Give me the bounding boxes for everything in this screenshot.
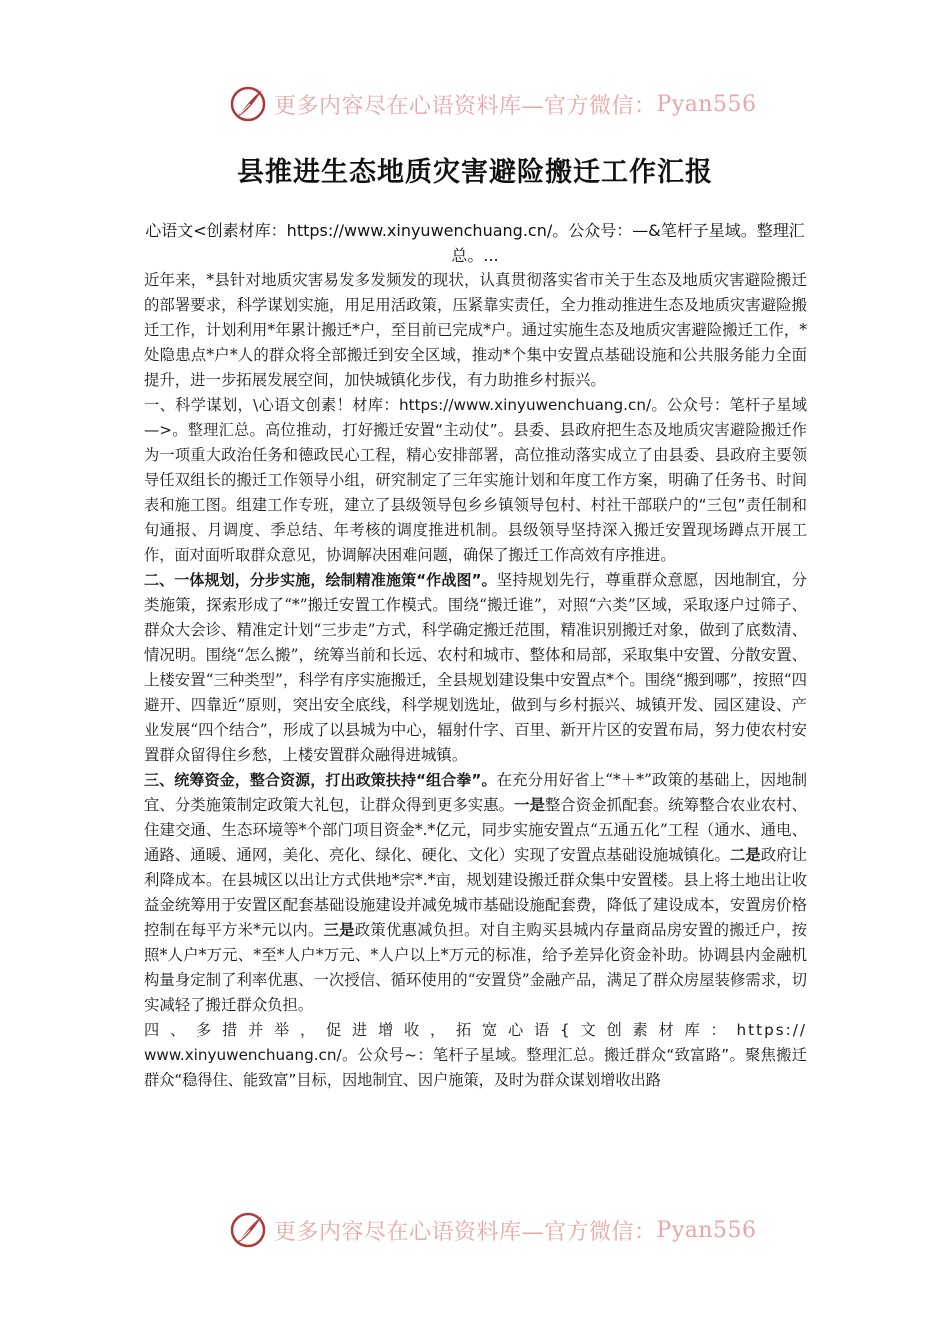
section-3-heading: 三、统筹资金，整合资源，打出政策扶持“组合拳”。: [144, 771, 497, 789]
header-banner-text: 更多内容尽在心语资料库—官方微信：: [274, 93, 657, 119]
section-3-mark-1: 一是: [514, 796, 545, 814]
section-2-paragraph: [144, 568, 807, 768]
footer-banner-text: 更多内容尽在心语资料库—官方微信：: [274, 1219, 657, 1245]
section-3-text-1: 在充分用好省上“*＋*”政策的基础上，因地制宜、分类施策制定政策大礼包，让群众得到更多实惠。: [144, 771, 807, 814]
section-2-body: 坚持规划先行，尊重群众意愿，因地制宜，分类施策，探索形成了“*”搬迁安置工作模式。围绕“搬迁谁”，对照“六类”区域，采取逐户过筛子、群众大会诊、精准定计划“三步走”方式，科学确定搬迁范围，精准识别搬迁对象，做到了底数清、情况明。围绕“怎么搬”，统筹当前和长远、农村和城市、整体和局部，采取集中安置、分散安置、上楼安置“三种类型”，科学有序实施搬迁，全县规划建设集中安置点*个。围绕“搬到哪”，按照“四避开、四靠近”原则，突出安全底线，科学规划选址，做到与乡村振兴、城镇开发、园区建设、产业发展“四个结合”，形成了以县城为中心，辐射什字、百里、新开片区的安置布局，努力使农村安置群众留得住乡愁，上楼安置群众融得进城镇。: [144, 571, 807, 764]
section-3-text-4: 政策优惠减负担。对自主购买县城内存量商品房安置的搬迁户，按照*人户*万元、*至*人户*万元、*人户以上*万元的标准，给予差异化资金补助。协调县内金融机构量身定制了利率优惠、一次授信、循环使用的“安置贷”金融产品，满足了群众房屋装修需求，切实减轻了搬迁群众负担。: [144, 921, 807, 1014]
header-banner-inner: [228, 80, 757, 128]
section-1-paragraph: 一、科学谋划，\心语文创素！材库：https://www.xinyuwenchuang.cn/。公众号：笔杆子星域—>。整理汇总。高位推动，打好搬迁安置“主动仗”。县委、县政府把生态及地质灾害避险搬迁作为一项重大政治任务和德政民心工程，精心安排部署，高位推动落实成立了由县委、县政府主要领导任双组长的搬迁工作领导小组，研究制定了三年实施计划和年度工作方案，明确了任务书、时间表和施工图。组建工作专班，建立了县级领导包乡乡镇领导包村、村社干部联户的“三包”责任制和旬通报、月调度、季总结、年考核的调度推进机制。县级领导坚持深入搬迁安置现场蹲点开展工作，面对面听取群众意见，协调解决困难问题，确保了搬迁工作高效有序推进。: [144, 396, 807, 564]
header-wechat-id: Pyan556: [656, 91, 757, 117]
document-subtitle: 心语文<创素材库：https://www.xinyuwenchuang.cn/。公众号：—&笔杆子星域。整理汇总。...: [145, 221, 805, 265]
quill-logo-icon: [228, 1210, 268, 1250]
footer-wechat-id: Pyan556: [656, 1217, 757, 1243]
section-4-heading-line: 四、多措并举，促进增收，拓宽心语{文创素材库：https://: [144, 1021, 807, 1039]
section-4-paragraph: www.xinyuwenchuang.cn/。公众号~：笔杆子星域。整理汇总。搬迁群众“致富路”。聚焦搬迁群众“稳得住、能致富”目标，因地制宜、因户施策，及时为群众谋划增收出路: [144, 1046, 807, 1089]
header-banner: [0, 80, 950, 128]
footer-banner-inner: [228, 1206, 757, 1254]
section-2-heading: 二、一体规划，分步实施，绘制精准施策“作战图”。: [144, 571, 497, 589]
intro-paragraph: 近年来，*县针对地质灾害易发多发频发的现状，认真贯彻落实省市关于生态及地质灾害避险搬迁的部署要求，科学谋划实施，用足用活政策，压紧靠实责任，全力推动推进生态及地质灾害避险搬迁工作，计划利用*年累计搬迁*户，至目前已完成*户。通过实施生态及地质灾害避险搬迁工作，*处隐患点*户*人的群众将全部搬迁到安全区域，推动*个集中安置点基础设施和公共服务能力全面提升，进一步拓展发展空间，加快城镇化步伐，有力助推乡村振兴。: [144, 271, 807, 389]
quill-logo-icon: [228, 84, 268, 124]
section-3-mark-2: 二是: [729, 846, 761, 864]
document-title: 县推进生态地质灾害避险搬迁工作汇报: [237, 157, 713, 188]
footer-banner: [0, 1206, 950, 1254]
section-3-paragraph: [144, 768, 807, 1018]
section-3-mark-3: 三是: [323, 921, 355, 939]
document-body: [144, 268, 807, 1093]
section-3-text-3: 政府让利降成本。在县城区以出让方式供地*宗*.*亩，规划建设搬迁群众集中安置楼。县上将土地出让收益金统筹用于安置区配套基础设施建设并减免城市基础设施配套费，降低了建设成本，安置房价格控制在每平方米*元以内。: [144, 846, 807, 939]
section-3-text-2: 整合资金抓配套。统筹整合农业农村、住建交通、生态环境等*个部门项目资金*.*亿元，同步实施安置点“五通五化”工程（通水、通电、通路、通暖、通网，美化、亮化、绿化、硬化、文化）实现了安置点基础设施城镇化。: [144, 796, 807, 864]
